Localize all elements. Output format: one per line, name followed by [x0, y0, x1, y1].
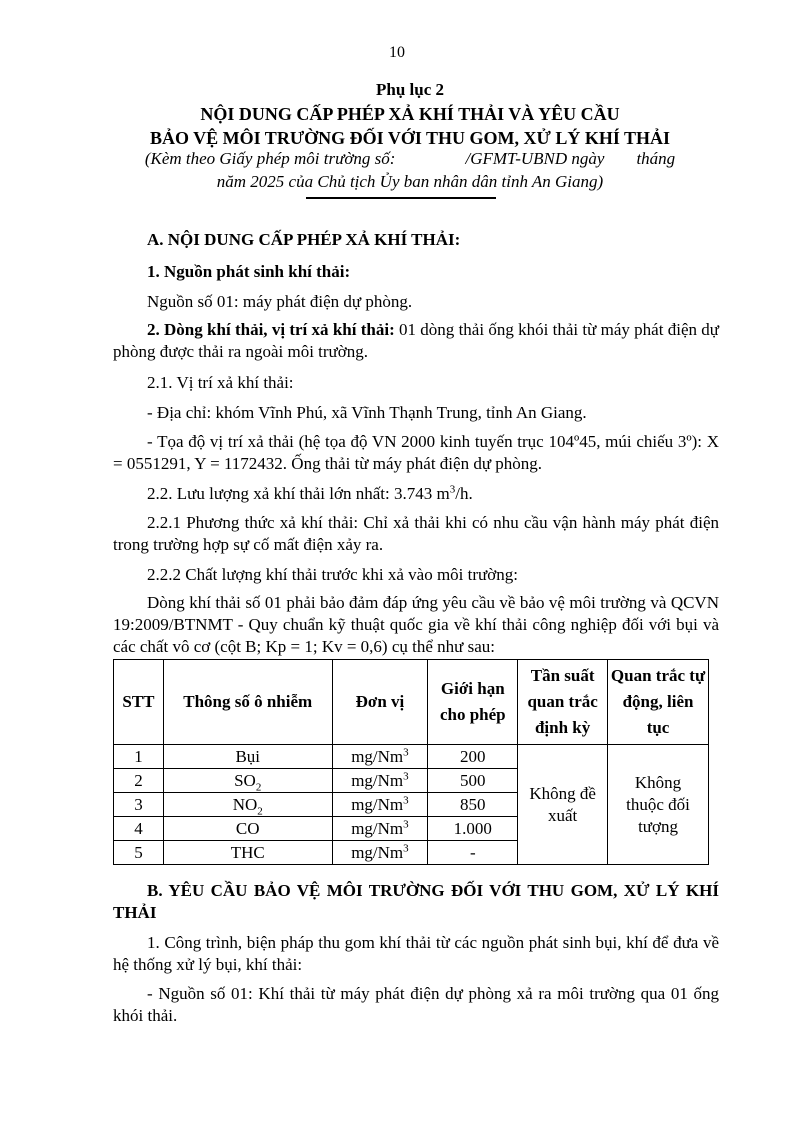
item2-2-sup: 3	[449, 483, 456, 496]
subtitle	[100, 147, 720, 193]
item2-text: 01 dòng thải ống khói thải từ máy phát điện dự phòng được thải ra ngoài môi trường.	[113, 320, 719, 361]
item2-1: 2.1. Vị trí xả khí thải:	[147, 373, 294, 392]
cell-frequency: Không đề xuất	[518, 745, 608, 865]
cell-stt: 4	[114, 817, 164, 841]
header-limit: Giới hạn cho phép	[428, 660, 518, 745]
title-line-1: NỘI DUNG CẤP PHÉP XẢ KHÍ THẢI VÀ YÊU CẦU	[200, 104, 620, 124]
page-number: 10	[389, 44, 405, 61]
cell-unit: mg/Nm$^3$	[332, 793, 428, 817]
header-stt: STT	[114, 660, 164, 745]
cell-stt: 1	[114, 745, 164, 769]
title-divider	[306, 197, 496, 199]
cell-parameter: Bụi	[163, 745, 332, 769]
emission-limits-table	[113, 659, 709, 865]
subtitle-part-2: /GFMT-UBND ngày	[465, 149, 605, 168]
section-b-heading: B. YÊU CẦU BẢO VỆ MÔI TRƯỜNG ĐỐI VỚI THU GOM, XỬ LÝ KHÍ THẢI	[113, 881, 719, 922]
table-header-row	[114, 660, 709, 745]
subtitle-line-2: năm 2025 của Chủ tịch Ủy ban nhân dân tỉnh An Giang)	[216, 172, 604, 191]
cell-parameter: THC	[163, 841, 332, 865]
cell-limit: -	[428, 841, 518, 865]
cell-limit: 850	[428, 793, 518, 817]
appendix-label: Phụ lục 2	[375, 80, 445, 99]
table-row	[114, 745, 709, 769]
coordinates: - Tọa độ vị trí xả thải (hệ tọa độ VN 2000 kinh tuyến trục 104º45, múi chiếu 3º): X = 0551291, Y = 1172432. Ống thải từ máy phát điện dự phòng.	[113, 432, 719, 473]
cell-unit: mg/Nm$^3$	[332, 817, 428, 841]
item2-label: 2. Dòng khí thải, vị trí xả khí thải:	[147, 320, 395, 339]
item1-heading: 1. Nguồn phát sinh khí thải:	[147, 262, 351, 281]
cell-limit: 200	[428, 745, 518, 769]
cell-stt: 3	[114, 793, 164, 817]
header-parameter: Thông số ô nhiễm	[163, 660, 332, 745]
cell-stt: 5	[114, 841, 164, 865]
item2-2-2: 2.2.2 Chất lượng khí thải trước khi xả vào môi trường:	[147, 565, 518, 584]
cell-limit: 1.000	[428, 817, 518, 841]
item2-paragraph	[113, 319, 719, 363]
cell-unit: mg/Nm$^3$	[332, 841, 428, 865]
title-line-2: BẢO VỆ MÔI TRƯỜNG ĐỐI VỚI THU GOM, XỬ LÝ KHÍ THẢI	[149, 128, 671, 148]
address: - Địa chỉ: khóm Vĩnh Phú, xã Vĩnh Thạnh Trung, tỉnh An Giang.	[147, 403, 587, 422]
cell-stt: 2	[114, 769, 164, 793]
cell-limit: 500	[428, 769, 518, 793]
cell-parameter: $SO_2$	[163, 769, 332, 793]
item2-2	[113, 483, 719, 505]
cell-parameter: CO	[163, 817, 332, 841]
section-a-heading: A. NỘI DUNG CẤP PHÉP XẢ KHÍ THẢI:	[147, 230, 461, 249]
subtitle-part-1: (Kèm theo Giấy phép môi trường số:	[144, 149, 396, 168]
cell-parameter: $NO_2$	[163, 793, 332, 817]
standard-text: Dòng khí thải số 01 phải bảo đảm đáp ứng yêu cầu về bảo vệ môi trường và QCVN 19:2009/BTNMT - Quy chuẩn kỹ thuật quốc gia về khí thải công nghiệp đối với bụi và các chất vô cơ (cột B; Kp = 1; Kv = 0,6) cụ thể như sau:	[113, 593, 719, 656]
document-title	[90, 78, 730, 150]
subtitle-part-3: tháng	[636, 149, 676, 168]
item2-2-prefix: 2.2. Lưu lượng xả khí thải lớn nhất: 3.743 m	[147, 484, 450, 503]
cell-unit: mg/Nm$^3$	[332, 769, 428, 793]
item2-2-suffix: /h.	[455, 484, 473, 503]
item2-2-1: 2.2.1 Phương thức xả khí thải: Chỉ xả thải khi có nhu cầu vận hành máy phát điện trong trường hợp sự cố mất điện xảy ra.	[113, 513, 719, 554]
cell-auto-monitoring: Không thuộc đối tượng	[608, 745, 709, 865]
header-auto-monitoring: Quan trắc tự động, liên tục	[608, 660, 709, 745]
cell-unit: mg/Nm$^3$	[332, 745, 428, 769]
section-b-item1: 1. Công trình, biện pháp thu gom khí thải từ các nguồn phát sinh bụi, khí để đưa về hệ thống xử lý bụi, khí thải:	[113, 933, 719, 974]
header-frequency: Tần suất quan trắc định kỳ	[518, 660, 608, 745]
header-unit: Đơn vị	[332, 660, 428, 745]
item1-text: Nguồn số 01: máy phát điện dự phòng.	[147, 292, 413, 311]
section-b-source: - Nguồn số 01: Khí thải từ máy phát điện dự phòng xả ra môi trường qua 01 ống khói thải.	[113, 984, 719, 1025]
